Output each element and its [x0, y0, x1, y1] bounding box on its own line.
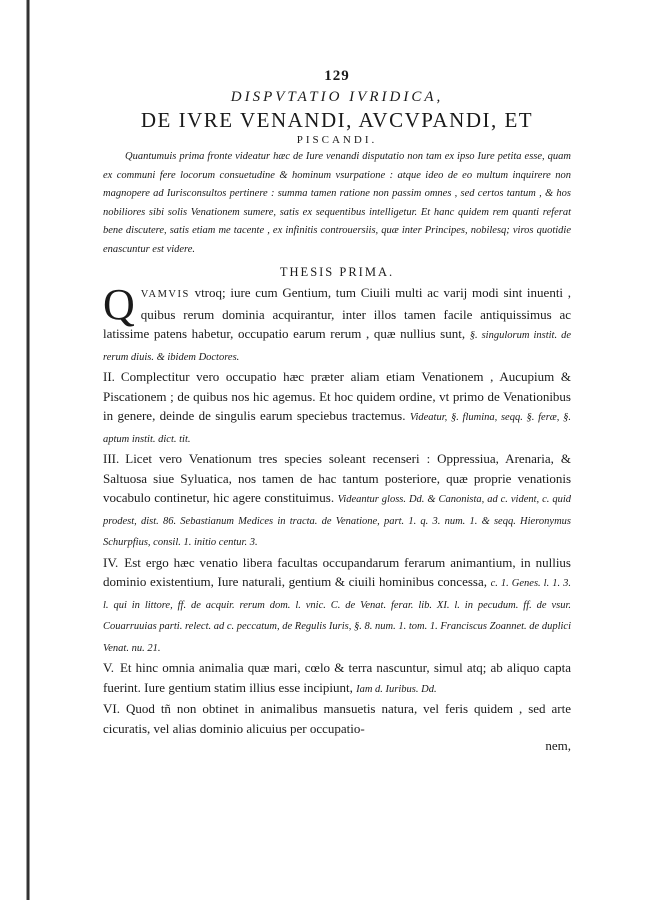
catchword: nem, — [545, 738, 571, 753]
paragraph-lead: VAMVIS — [140, 289, 190, 300]
paragraph-citation: Videatur, §. flumina, seqq. §. feræ, §. aptum instit. dict. tit. — [103, 412, 571, 445]
title-line-1: DISPVTATIO IVRIDICA, — [230, 89, 444, 105]
paragraph-citation: c. 1. Genes. l. 1. 3. l. qui in littore, ff. de acquir. rerum dom. l. vnic. C. de Venat. ferar. lib. XI. l. in pecudum. ff. de vsur. Couarruuias parti. relect. ad c. peccatum, de Regulis Iuris, §. 8. num. 1. tom. 1. Franciscus Zoannet. de duplici Venat. nu. 21. — [103, 578, 571, 654]
paragraph-text: Et hinc omnia animalia quæ mari, cœlo & terra nascuntur, simul atq; ab aliquo capta fuerint. Iure gentium statim illius esse incipiunt, — [103, 660, 571, 695]
thesis-paragraph-3 — [103, 449, 571, 553]
paragraph-text: Licet vero Venationum tres species soleant recenseri : Oppressiua, Arenaria, & Saltuosa siue Syluatica, nos tamen de hac tantum posteriore, quæ proprie venationis vocabulo continetur, hic agere constituimus. — [103, 451, 571, 505]
paragraph-citation: Iam d. Iuribus. Dd. — [356, 683, 437, 695]
page-number: 129 — [324, 68, 350, 84]
paragraph-number: II. — [103, 369, 115, 384]
paragraph-text: Complectitur vero occupatio hæc præter aliam etiam Venationem , Aucupium & Piscationem ; de quibus nos hic agemus. Et hoc quidem ordine, vt primo de Venationibus in genere, deinde de singulis earum speciebus tractemus. — [103, 369, 571, 423]
title-line-3: PISCANDI. — [296, 134, 378, 146]
paragraph-text: vtroq; iure cum Gentium, tum Ciuili multi ac varij modi sint inuenti , quibus rerum dominia acquirantur, inter illos tamen facile antiquissimus ac latissime patens habetur, occupatio earum rerum , quæ nullius sunt, — [103, 285, 571, 341]
drop-cap: Q — [103, 280, 135, 329]
paragraph-citation: Videantur gloss. Dd. & Canonista, ad c. vident, c. quid prodest, dist. 86. Sebastianum Medices in tracta. de Venatione, part. 1. q. 3. num. 1. & seqq. Hieronymus Schurpfius, consil. 1. initio centur. 3. — [103, 494, 571, 548]
title-line-2: DE IVRE VENANDI, AVCVPANDI, ET — [140, 108, 534, 132]
binding-gutter — [0, 0, 30, 900]
paragraph-text: Est ergo hæc venatio libera facultas occupandarum ferarum animantium, in nullius dominio existentium, Iure naturali, gentium & ciuili hominibus concessa, — [103, 554, 571, 589]
paragraph-citation: §. singulorum instit. de rerum diuis. & ibidem Doctores. — [103, 330, 571, 363]
paragraph-number: V. — [103, 660, 114, 675]
paragraph-number: IV. — [103, 554, 119, 570]
thesis-paragraph-6 — [103, 699, 571, 738]
thesis-heading: THESIS PRIMA. — [279, 265, 395, 279]
book-page — [103, 68, 571, 754]
paragraph-text: Quod tñ non obtinet in animalibus mansuetis natura, vel feris quidem , sed arte cicuratis, vel alias dominio alicuius per occupatio- — [103, 701, 571, 736]
paragraph-number: III. — [103, 451, 120, 466]
intro-paragraph: Quantumuis prima fronte videatur hæc de Iure venandi disputatio non tam ex ipso Iure petita esse, quam ex communi fere locorum consuetudine & hominum vsurpatione : atque ideo de eo multum inquirere non magnopere ad Iurisconsultos pertinere : summa tamen ratione non passim omnes , sed certos tantum , & hos nobiliores sibi solis Venationem sumere, satis ex sequentibus intelligetur. Et hanc quidem rem quanti referat bene discutere, satis etiam me tacente , ex infinitis controuersiis, quæ inter Principes, nobilesq; viros quotidie enascuntur est videre. — [103, 151, 571, 255]
thesis-paragraph-2 — [103, 367, 571, 449]
thesis-paragraph-5 — [103, 658, 571, 699]
paragraph-number: VI. — [103, 701, 120, 716]
thesis-paragraph-1 — [103, 280, 571, 367]
thesis-paragraph-4 — [103, 553, 571, 659]
